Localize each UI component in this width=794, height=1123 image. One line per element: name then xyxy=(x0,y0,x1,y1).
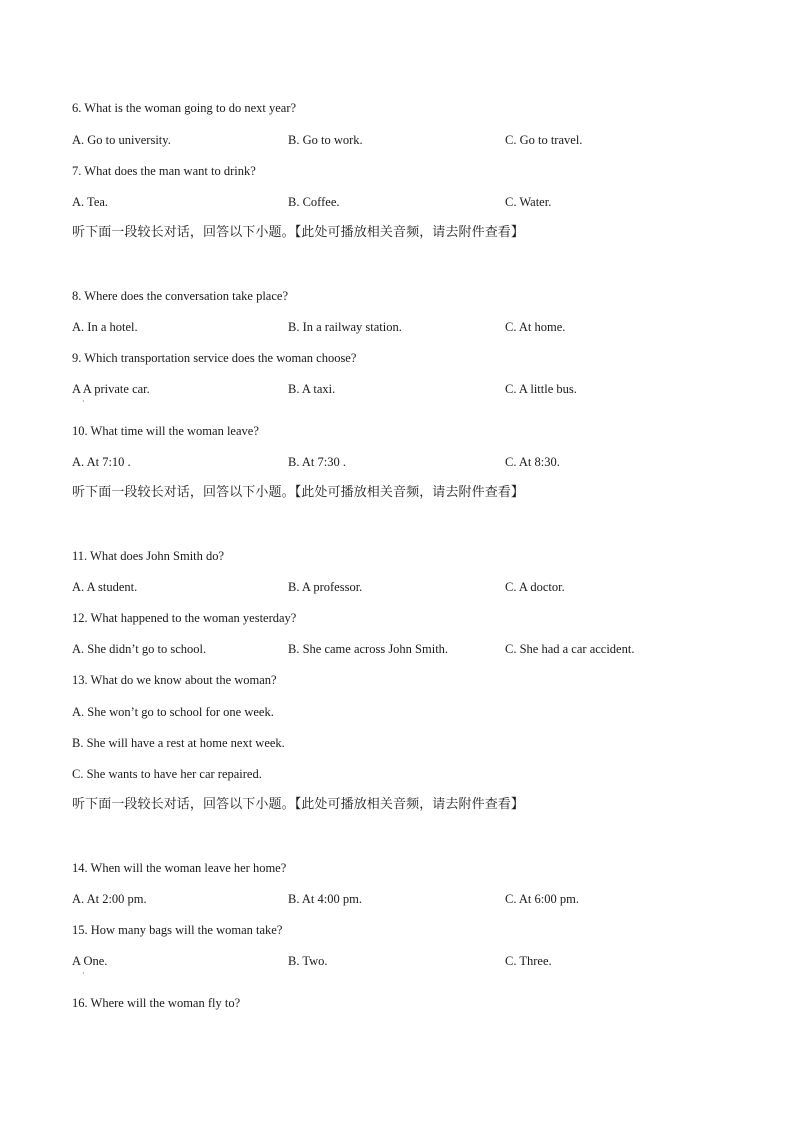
question-11-option-c: C. A doctor. xyxy=(505,580,565,594)
question-6-option-a: A. Go to university. xyxy=(72,133,171,147)
question-9-option-b: B. A taxi. xyxy=(288,382,336,396)
dot-mark: · xyxy=(82,969,85,978)
question-7-option-c: C. Water. xyxy=(505,195,552,209)
question-8-option-b: B. In a railway station. xyxy=(288,320,402,334)
question-6: 6. What is the woman going to do next year? xyxy=(72,101,297,115)
question-14-option-a: A. At 2:00 pm. xyxy=(72,892,147,906)
listening-instruction: 听下面一段较长对话，回答以下小题。【此处可播放相关音频，请去附件查看】 xyxy=(72,225,525,240)
question-9-option-a: A A private car. xyxy=(72,382,150,396)
question-11-option-a: A. A student. xyxy=(72,580,138,594)
question-15: 15. How many bags will the woman take? xyxy=(72,923,283,937)
question-10-option-a: A. At 7:10 . xyxy=(72,455,131,469)
question-6-option-c: C. Go to travel. xyxy=(505,133,583,147)
question-13-option-b: B. She will have a rest at home next week. xyxy=(72,736,285,750)
question-12-option-b: B. She came across John Smith. xyxy=(288,642,449,656)
question-7-option-a: A. Tea. xyxy=(72,195,109,209)
listening-instruction: 听下面一段较长对话，回答以下小题。【此处可播放相关音频，请去附件查看】 xyxy=(72,485,525,500)
question-15-option-b: B. Two. xyxy=(288,954,328,968)
question-15-option-a: A One. xyxy=(72,954,108,968)
question-12: 12. What happened to the woman yesterday? xyxy=(72,611,297,625)
question-10-option-b: B. At 7:30 . xyxy=(288,455,346,469)
question-11-option-b: B. A professor. xyxy=(288,580,363,594)
question-8-option-a: A. In a hotel. xyxy=(72,320,138,334)
question-12-option-c: C. She had a car accident. xyxy=(505,642,635,656)
question-8: 8. Where does the conversation take place? xyxy=(72,289,288,303)
question-14-option-c: C. At 6:00 pm. xyxy=(505,892,579,906)
question-13-option-c: C. She wants to have her car repaired. xyxy=(72,767,262,781)
question-7-option-b: B. Coffee. xyxy=(288,195,340,209)
question-11: 11. What does John Smith do? xyxy=(72,549,225,563)
listening-instruction: 听下面一段较长对话，回答以下小题。【此处可播放相关音频，请去附件查看】 xyxy=(72,797,525,812)
question-15-option-c: C. Three. xyxy=(505,954,552,968)
question-14-option-b: B. At 4:00 pm. xyxy=(288,892,362,906)
question-16: 16. Where will the woman fly to? xyxy=(72,996,241,1010)
question-13: 13. What do we know about the woman? xyxy=(72,673,277,687)
question-6-option-b: B. Go to work. xyxy=(288,133,363,147)
question-9-option-c: C. A little bus. xyxy=(505,382,577,396)
question-10-option-c: C. At 8:30. xyxy=(505,455,560,469)
question-10: 10. What time will the woman leave? xyxy=(72,424,259,438)
question-13-option-a: A. She won’t go to school for one week. xyxy=(72,705,274,719)
question-7: 7. What does the man want to drink? xyxy=(72,164,256,178)
question-9: 9. Which transportation service does the woman choose? xyxy=(72,351,357,365)
question-14: 14. When will the woman leave her home? xyxy=(72,861,287,875)
question-12-option-a: A. She didn’t go to school. xyxy=(72,642,207,656)
question-8-option-c: C. At home. xyxy=(505,320,566,334)
dot-mark: · xyxy=(82,397,85,406)
